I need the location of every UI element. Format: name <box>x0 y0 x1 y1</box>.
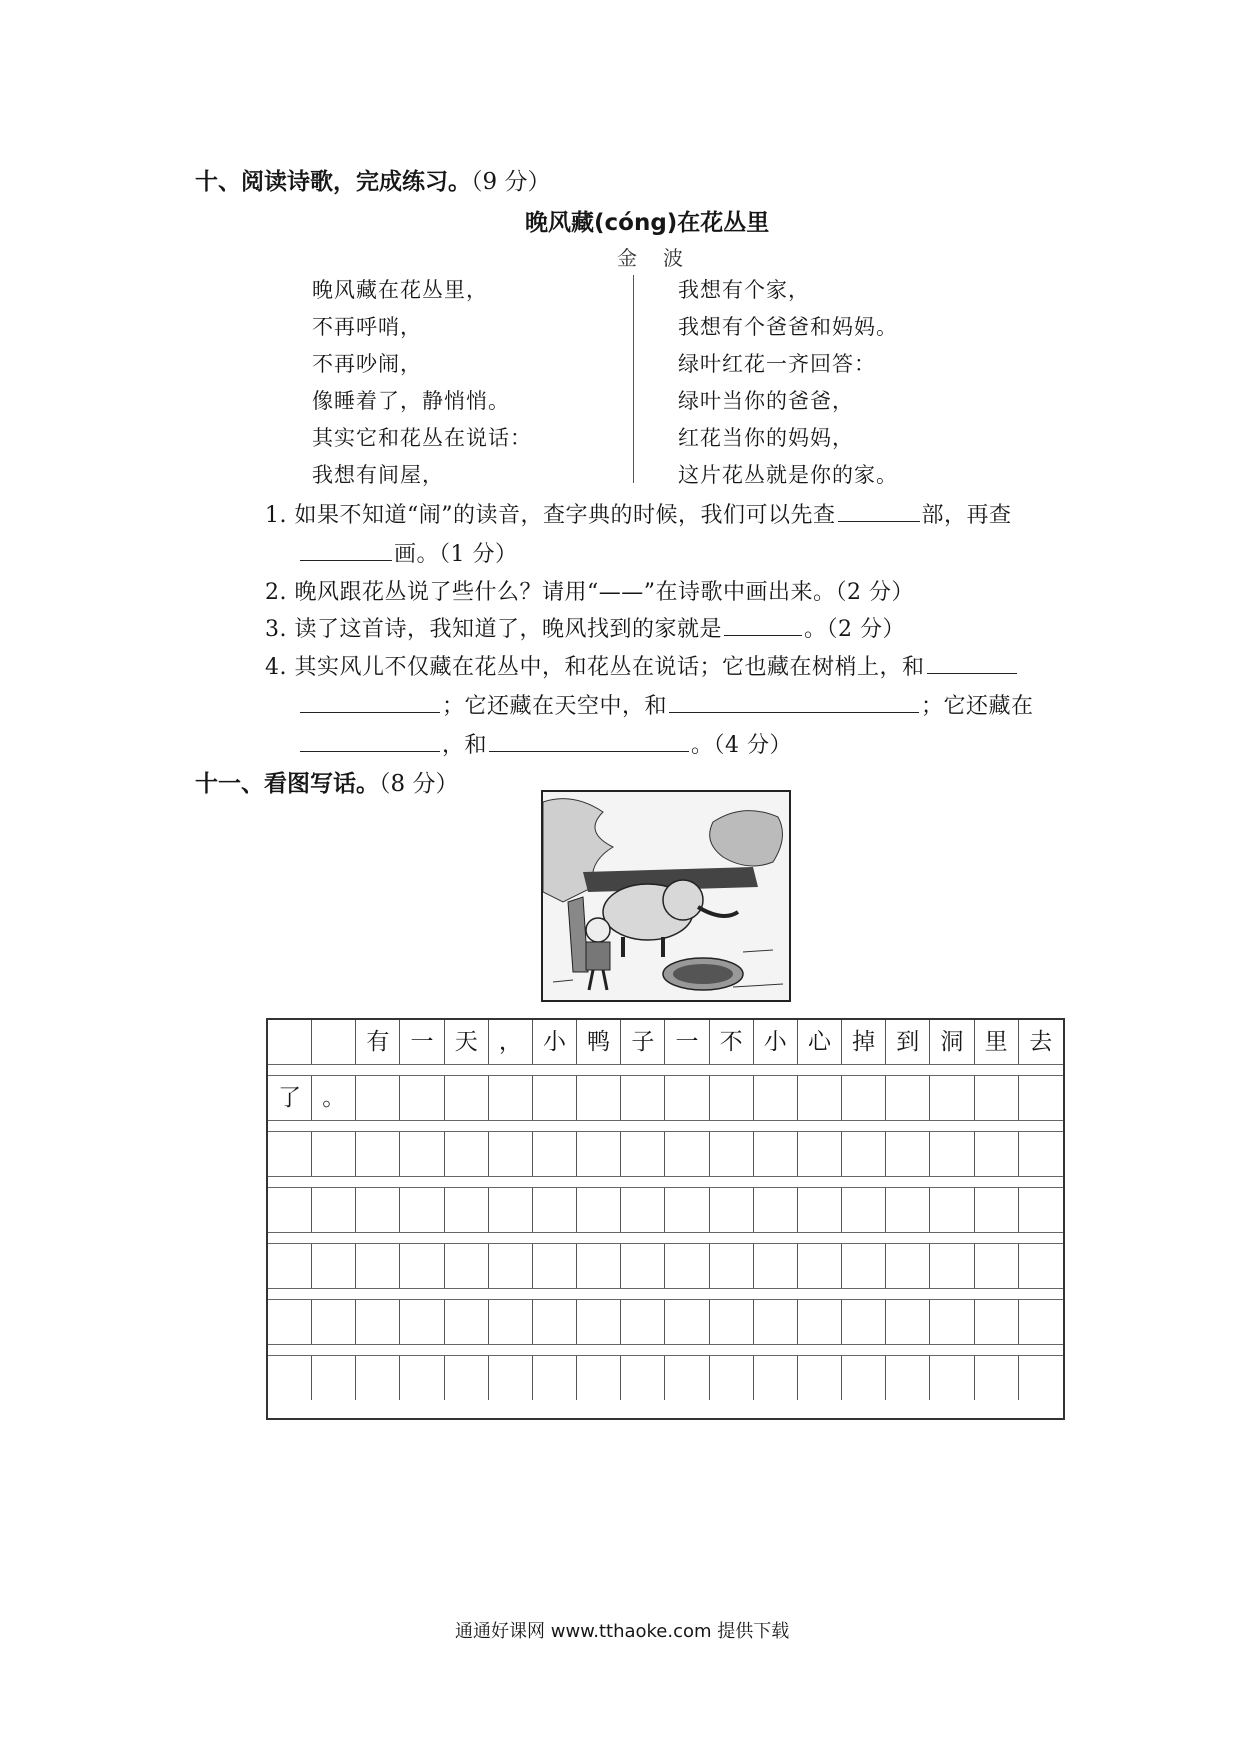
question-4-line-1 <box>265 650 1019 681</box>
grid-cell[interactable] <box>445 1356 489 1400</box>
grid-row-1 <box>268 1020 1063 1064</box>
grid-cell[interactable]: 小 <box>533 1020 577 1064</box>
question-2-text: 晚风跟花丛说了些什么？请用“——”在诗歌中画出来。（2 分） <box>294 580 914 605</box>
question-1-number: 1. <box>265 503 287 528</box>
grid-cell[interactable] <box>886 1300 930 1344</box>
grid-cell[interactable] <box>533 1244 577 1288</box>
grid-cell[interactable]: 里 <box>975 1020 1019 1064</box>
grid-cell[interactable] <box>754 1356 798 1400</box>
grid-cell[interactable] <box>400 1300 444 1344</box>
grid-cell[interactable] <box>1019 1244 1063 1288</box>
grid-row-2 <box>268 1076 1063 1120</box>
question-4-line-2 <box>298 689 1034 720</box>
poem-line: 其实它和花丛在说话： <box>312 426 532 450</box>
grid-cell[interactable] <box>710 1076 754 1120</box>
grid-cell[interactable] <box>268 1300 312 1344</box>
grid-cell[interactable] <box>798 1076 842 1120</box>
grid-cell[interactable] <box>356 1356 400 1400</box>
answer-blank-place[interactable] <box>300 750 440 752</box>
grid-cell[interactable] <box>754 1244 798 1288</box>
section-11-points: （8 分） <box>379 771 459 797</box>
grid-cell[interactable] <box>665 1076 709 1120</box>
grid-cell[interactable] <box>798 1300 842 1344</box>
grid-cell[interactable] <box>489 1188 533 1232</box>
grid-cell[interactable] <box>577 1132 621 1176</box>
grid-cell[interactable]: 心 <box>798 1020 842 1064</box>
grid-cell[interactable] <box>710 1300 754 1344</box>
grid-cell[interactable] <box>577 1300 621 1344</box>
grid-cell[interactable] <box>930 1300 974 1344</box>
grid-cell[interactable] <box>930 1132 974 1176</box>
answer-blank-treetop[interactable] <box>927 672 1017 674</box>
grid-separator <box>268 1120 1063 1121</box>
question-4-text-d: ，和 <box>442 733 488 758</box>
grid-cell[interactable]: 去 <box>1029 1029 1053 1055</box>
question-1-line-1 <box>265 498 1012 529</box>
grid-cell[interactable]: ， <box>489 1020 533 1064</box>
grid-cell[interactable] <box>975 1132 1019 1176</box>
grid-separator <box>268 1344 1063 1345</box>
grid-cell[interactable] <box>312 1356 356 1400</box>
grid-cell[interactable] <box>842 1188 886 1232</box>
poem-line: 红花当你的妈妈， <box>678 426 854 450</box>
grid-cell[interactable]: 洞 <box>930 1020 974 1064</box>
grid-cell[interactable] <box>975 1300 1019 1344</box>
question-4-text-a: 其实风儿不仅藏在花丛中，和花丛在说话；它也藏在树梢上，和 <box>294 655 925 680</box>
answer-blank-treetop-cont[interactable] <box>300 711 440 713</box>
poem-title: 晚风藏(cóng)在花丛里 <box>525 210 770 236</box>
grid-cell[interactable]: 了 <box>268 1076 312 1120</box>
grid-separator <box>268 1176 1063 1177</box>
grid-cell[interactable] <box>268 1188 312 1232</box>
grid-cell[interactable] <box>533 1188 577 1232</box>
grid-cell[interactable] <box>445 1076 489 1120</box>
grid-cell[interactable] <box>886 1356 930 1400</box>
grid-cell[interactable] <box>798 1188 842 1232</box>
grid-cell[interactable] <box>268 1356 312 1400</box>
grid-cell[interactable] <box>400 1244 444 1288</box>
grid-row-3 <box>268 1132 1063 1176</box>
poem-left-column <box>312 272 532 494</box>
poem-line: 晚风藏在花丛里， <box>312 278 488 302</box>
grid-cell[interactable] <box>930 1076 974 1120</box>
grid-cell[interactable]: 鸭 <box>577 1020 621 1064</box>
grid-cell[interactable]: 天 <box>445 1020 489 1064</box>
grid-cell[interactable] <box>356 1076 400 1120</box>
grid-cell[interactable] <box>710 1132 754 1176</box>
question-4-text-b: ；它还藏在天空中，和 <box>442 694 668 719</box>
grid-cell[interactable] <box>268 1020 312 1064</box>
grid-cell[interactable] <box>445 1244 489 1288</box>
grid-cell[interactable] <box>754 1076 798 1120</box>
grid-cell[interactable]: 有 <box>356 1020 400 1064</box>
grid-cell[interactable] <box>489 1244 533 1288</box>
grid-cell[interactable] <box>886 1188 930 1232</box>
section-10-title-text: 十、阅读诗歌，完成练习。 <box>195 169 471 195</box>
question-3-text-a: 读了这首诗，我知道了，晚风找到的家就是 <box>294 617 723 642</box>
grid-cell[interactable] <box>400 1188 444 1232</box>
grid-cell[interactable] <box>1019 1132 1063 1176</box>
illustration-svg <box>543 792 789 1000</box>
grid-cell[interactable] <box>842 1132 886 1176</box>
question-1-text-b: 部，再查 <box>921 503 1012 528</box>
grid-cell[interactable]: 一 <box>400 1020 444 1064</box>
question-2-number: 2. <box>265 580 287 605</box>
grid-cell[interactable]: 小 <box>754 1020 798 1064</box>
poem-right-column <box>678 272 898 494</box>
poem-line: 绿叶红花一齐回答： <box>678 352 876 376</box>
grid-cell[interactable] <box>842 1076 886 1120</box>
grid-cell[interactable] <box>533 1076 577 1120</box>
grid-cell[interactable] <box>445 1132 489 1176</box>
grid-cell[interactable] <box>975 1356 1019 1400</box>
grid-row-5 <box>268 1244 1063 1288</box>
grid-cell[interactable] <box>1019 1356 1063 1400</box>
footer-credit: 通通好课网 www.tthaoke.com 提供下载 <box>455 1621 790 1642</box>
grid-cell[interactable] <box>842 1300 886 1344</box>
writing-grid[interactable] <box>266 1018 1065 1420</box>
grid-cell[interactable] <box>975 1076 1019 1120</box>
grid-cell[interactable] <box>621 1132 665 1176</box>
grid-cell[interactable] <box>489 1356 533 1400</box>
grid-cell[interactable] <box>312 1188 356 1232</box>
grid-cell[interactable] <box>400 1356 444 1400</box>
grid-cell[interactable] <box>356 1244 400 1288</box>
answer-blank-radical[interactable] <box>838 520 920 522</box>
grid-cell[interactable] <box>489 1076 533 1120</box>
grid-cell[interactable] <box>665 1132 709 1176</box>
poem-line: 这片花丛就是你的家。 <box>678 463 898 487</box>
grid-cell[interactable] <box>356 1132 400 1176</box>
grid-cell[interactable] <box>268 1244 312 1288</box>
grid-cell[interactable] <box>886 1244 930 1288</box>
poem-line: 我想有间屋， <box>312 463 444 487</box>
grid-cell[interactable] <box>533 1132 577 1176</box>
grid-cell[interactable] <box>445 1300 489 1344</box>
question-4-number: 4. <box>265 655 287 680</box>
poem-line: 像睡着了，静悄悄。 <box>312 389 510 413</box>
grid-cell[interactable] <box>445 1188 489 1232</box>
grid-row-4 <box>268 1188 1063 1232</box>
grid-cell[interactable] <box>312 1244 356 1288</box>
section-11-title-text: 十一、看图写话。 <box>195 771 379 797</box>
poem-line: 我想有个家， <box>678 278 810 302</box>
poem-author: 金波 <box>617 246 709 270</box>
grid-cell[interactable] <box>886 1076 930 1120</box>
grid-cell[interactable] <box>400 1076 444 1120</box>
grid-cell[interactable] <box>356 1300 400 1344</box>
grid-cell[interactable] <box>1019 1188 1063 1232</box>
answer-blank-friend[interactable] <box>489 750 689 752</box>
grid-cell[interactable] <box>533 1356 577 1400</box>
answer-blank-home[interactable] <box>724 634 802 636</box>
section-11-title <box>195 765 458 798</box>
writing-prompt-picture <box>541 790 791 1002</box>
grid-cell[interactable] <box>754 1188 798 1232</box>
grid-cell[interactable] <box>489 1300 533 1344</box>
poem-line: 绿叶当你的爸爸， <box>678 389 854 413</box>
question-2 <box>265 575 914 606</box>
grid-cell[interactable] <box>665 1300 709 1344</box>
grid-cell[interactable] <box>577 1188 621 1232</box>
grid-cell[interactable] <box>621 1300 665 1344</box>
grid-cell[interactable] <box>930 1244 974 1288</box>
grid-cell[interactable] <box>312 1132 356 1176</box>
grid-cell[interactable] <box>621 1356 665 1400</box>
grid-cell[interactable] <box>842 1244 886 1288</box>
question-4-line-3 <box>298 728 792 759</box>
grid-cell[interactable] <box>489 1132 533 1176</box>
grid-separator <box>268 1232 1063 1233</box>
question-1-text-c: 画。（1 分） <box>394 542 518 567</box>
question-4-text-c: ；它还藏在 <box>921 694 1034 719</box>
grid-cell[interactable] <box>621 1076 665 1120</box>
poem-line: 不再吵闹， <box>312 352 422 376</box>
grid-cell[interactable] <box>975 1244 1019 1288</box>
question-1-line-2 <box>298 537 518 568</box>
grid-cell[interactable] <box>710 1356 754 1400</box>
grid-cell[interactable] <box>1019 1300 1063 1344</box>
grid-cell[interactable] <box>886 1132 930 1176</box>
grid-cell[interactable] <box>312 1020 356 1064</box>
grid-cell[interactable] <box>754 1132 798 1176</box>
grid-cell[interactable]: 不 <box>710 1020 754 1064</box>
grid-cell[interactable] <box>577 1356 621 1400</box>
question-3-text-b: 。（2 分） <box>804 617 906 642</box>
grid-cell[interactable] <box>665 1188 709 1232</box>
grid-cell[interactable]: 子 <box>621 1020 665 1064</box>
grid-cell[interactable] <box>312 1300 356 1344</box>
grid-cell[interactable] <box>798 1244 842 1288</box>
grid-cell[interactable] <box>577 1076 621 1120</box>
question-3-number: 3. <box>265 617 287 642</box>
question-3 <box>265 612 905 643</box>
grid-cell[interactable] <box>930 1188 974 1232</box>
grid-cell[interactable]: 一 <box>665 1020 709 1064</box>
grid-row-6 <box>268 1300 1063 1344</box>
poem-line: 不再呼哨， <box>312 315 422 339</box>
grid-cell[interactable] <box>400 1132 444 1176</box>
grid-cell[interactable] <box>533 1300 577 1344</box>
answer-blank-sky[interactable] <box>669 711 919 713</box>
grid-cell[interactable] <box>665 1244 709 1288</box>
grid-cell[interactable] <box>842 1356 886 1400</box>
answer-blank-strokes[interactable] <box>300 559 392 561</box>
grid-cell[interactable] <box>930 1356 974 1400</box>
grid-cell[interactable] <box>754 1300 798 1344</box>
grid-cell[interactable] <box>975 1188 1019 1232</box>
grid-cell[interactable]: 掉 <box>842 1020 886 1064</box>
grid-cell[interactable] <box>798 1132 842 1176</box>
grid-cell[interactable]: 。 <box>312 1076 356 1120</box>
grid-cell[interactable] <box>1019 1076 1063 1120</box>
section-10-points: （9 分） <box>471 169 551 195</box>
grid-cell[interactable] <box>710 1188 754 1232</box>
grid-cell[interactable] <box>577 1244 621 1288</box>
poem-line: 我想有个爸爸和妈妈。 <box>678 315 898 339</box>
poem-column-divider <box>633 275 634 483</box>
grid-cell[interactable] <box>665 1356 709 1400</box>
grid-cell[interactable] <box>710 1244 754 1288</box>
grid-row-7 <box>268 1356 1063 1400</box>
grid-cell[interactable] <box>621 1244 665 1288</box>
grid-cell[interactable] <box>268 1132 312 1176</box>
grid-cell[interactable] <box>356 1188 400 1232</box>
grid-cell[interactable] <box>621 1188 665 1232</box>
section-10-title <box>195 163 550 196</box>
grid-separator <box>268 1064 1063 1065</box>
question-1-text-a: 如果不知道“闹”的读音，查字典的时候，我们可以先查 <box>294 503 836 528</box>
grid-cell[interactable]: 到 <box>886 1020 930 1064</box>
question-4-text-e: 。（4 分） <box>691 733 793 758</box>
grid-separator <box>268 1288 1063 1289</box>
grid-cell[interactable] <box>798 1356 842 1400</box>
